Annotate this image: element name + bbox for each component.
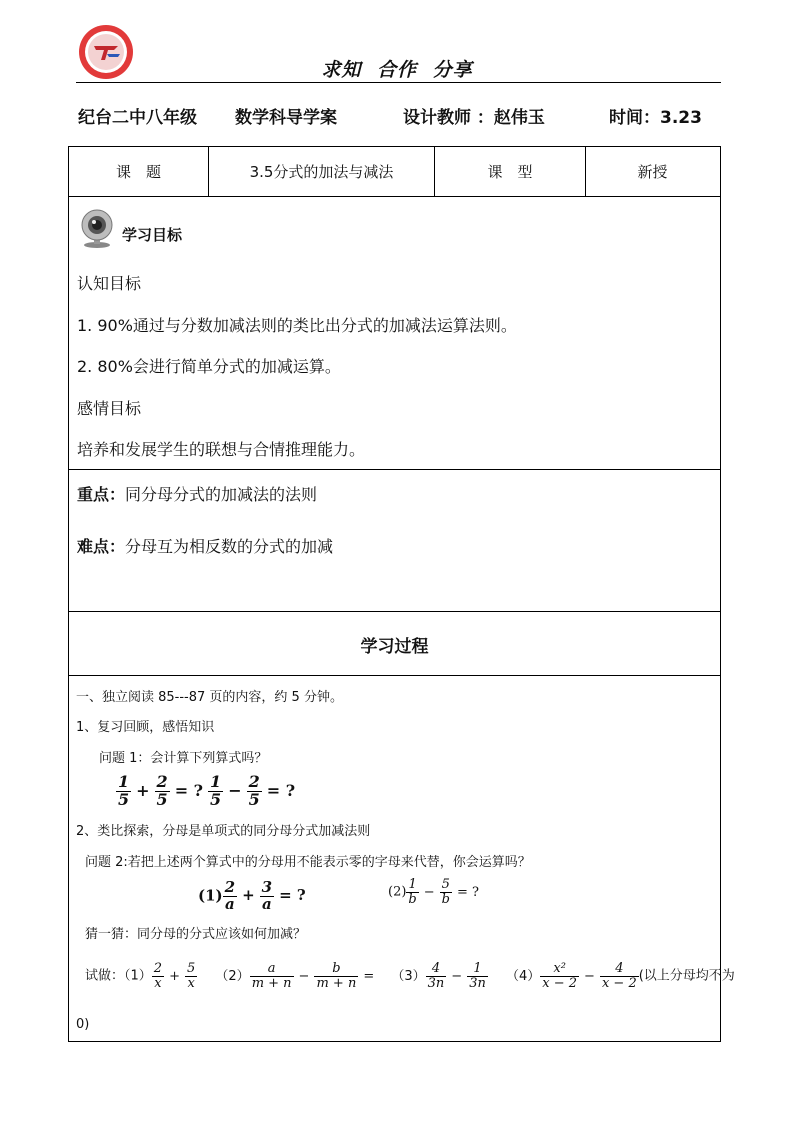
fraction: $\frac{1}{3n}$ (469, 961, 486, 991)
fraction: $\frac{a}{m + n}$ (251, 961, 292, 991)
fraction: $\frac{1}{5}$ (210, 772, 222, 809)
question-2: 问题 2:若把上述两个算式中的分母用不能表示零的字母来代替，你会运算吗？ (85, 855, 531, 870)
fraction: $\frac{2}{x}$ (153, 961, 163, 991)
cognitive-title: 认知目标 (77, 274, 142, 293)
try-label: 试做： (85, 968, 125, 984)
fraction: $\frac{2}{5}$ (156, 772, 168, 809)
doc-type: 数学科导学案 (235, 108, 337, 128)
try-row: 试做：（1） $\frac{2}{x}$ + $\frac{5}{x}$ （2） $\frac{a}{m + n}$ − $\frac{b}{m + n}$ = （3） $\frac{4}{3n}$ − $\frac{1}{3n}$ （4） $\frac{\text{x²}}{x - 2}$ − $\frac{4}{x - 2}$ (以上分母均不为 (85, 961, 735, 991)
fraction: $\frac{4}{3n}$ (427, 961, 445, 991)
motto: 求知 合作 分享 (321, 59, 473, 81)
fraction: $\frac{2}{5}$ (248, 772, 260, 809)
try-note-end: 0) (76, 1017, 90, 1032)
analogy-title: 2、类比探索，分母是单项式的同分母分式加减法则 (76, 824, 371, 839)
school-grade: 纪台二中八年级 (78, 108, 197, 128)
teacher-label: 设计教师 ：赵伟玉 (403, 108, 545, 128)
process-title-row (68, 611, 721, 676)
topic-label: 课 题 (69, 147, 209, 196)
fraction: $\frac{3}{a}$ (261, 878, 273, 913)
fraction: $\frac{\text{x²}}{x - 2}$ (542, 961, 578, 991)
question-1: 问题 1：会计算下列算式吗？ (99, 751, 268, 766)
goals-heading: 学习目标 (122, 226, 183, 244)
type-label: 课 型 (435, 147, 586, 196)
emotional-title: 感情目标 (77, 399, 142, 418)
fraction: $\frac{2}{a}$ (224, 878, 236, 913)
header-divider (76, 82, 721, 83)
try-note: (以上分母均不为 (638, 968, 735, 984)
process-title: 学习过程 (360, 637, 429, 657)
fraction: $\frac{b}{m + n}$ (316, 961, 357, 991)
hard-point: 难点：分母互为相反数的分式的加减 (77, 537, 334, 556)
fraction: $\frac{5}{b}$ (441, 877, 450, 907)
fraction: $\frac{5}{x}$ (186, 961, 196, 991)
time-label: 时间：3.23 (609, 108, 702, 128)
topic-value: 3.5分式的加法与减法 (209, 147, 435, 196)
step1: 一、独立阅读 85---87 页的内容，约 5 分钟。 (76, 690, 343, 705)
goal-item-1: 1. 90%通过与分数加减法则的类比出分式的加减法运算法则。 (77, 316, 517, 335)
emotional-text: 培养和发展学生的联想与合情推理能力。 (77, 440, 366, 459)
key-point: 重点：同分母分式的加减法的法则 (77, 485, 318, 504)
webcam-icon (80, 208, 114, 248)
guess-prompt: 猜一猜：同分母的分式应该如何加减？ (85, 927, 307, 942)
q1-expression: $\frac{1}{5}$ + $\frac{2}{5}$ = ? $\frac{1}{5}$ − $\frac{2}{5}$ = ? (118, 772, 296, 809)
fraction: $\frac{1}{b}$ (408, 877, 417, 907)
type-value: 新授 (637, 163, 668, 181)
q2-expression-1: (1) $\frac{2}{a}$ + $\frac{3}{a}$ = ? (198, 878, 306, 913)
review-title: 1、复习回顾，感悟知识 (76, 720, 215, 735)
fraction: $\frac{4}{x - 2}$ (601, 961, 637, 991)
q2-expression-2: (2) $\frac{1}{b}$ − $\frac{5}{b}$ = ? (388, 877, 479, 907)
info-row (68, 146, 721, 197)
goal-item-2: 2. 80%会进行简单分式的加减运算。 (77, 357, 341, 376)
fraction: $\frac{1}{5}$ (118, 772, 130, 809)
